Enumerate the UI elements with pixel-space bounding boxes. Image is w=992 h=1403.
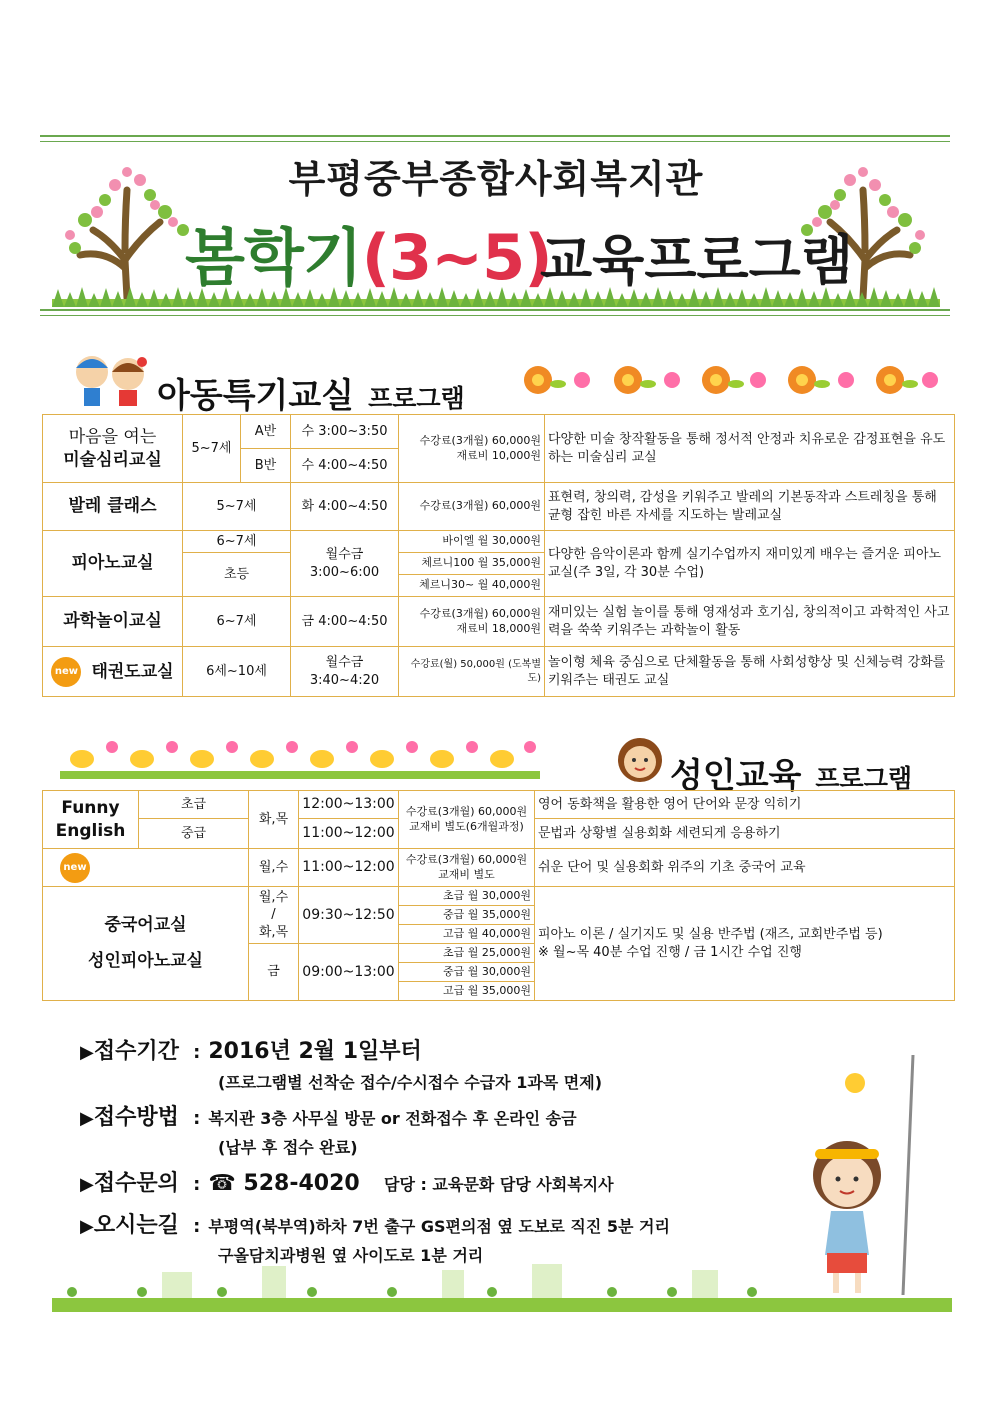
- info-method-key: 접수방법: [93, 1105, 179, 1130]
- adult-piano-fee-a-3: 고급 월 40,000원: [399, 925, 535, 944]
- taekwondo-time-line1: 월수금: [325, 654, 364, 670]
- piano-fee-2: 체르니100 월 35,000원: [399, 553, 545, 575]
- info-period-value: 2016년 2월 1일부터: [208, 1039, 422, 1064]
- kids-illustration: [70, 350, 155, 410]
- info-contact-phone: ☎ 528-4020: [208, 1171, 360, 1196]
- ballet-class-name: 발레 클래스: [43, 483, 183, 531]
- pointer-triangle-icon: ▶: [80, 1216, 94, 1237]
- woman-avatar-illustration: [615, 735, 665, 785]
- science-description: 재미있는 실험 놀이를 통해 영재성과 호기심, 창의적이고 과학적인 사고력을 쑥쑥 키워주는 과학놀이 활동: [545, 597, 955, 647]
- art-fee: [399, 415, 545, 483]
- adult-section-title: 성인교육: [670, 756, 802, 796]
- adult-piano-time-b: 09:00~13:00: [299, 944, 399, 1001]
- pointer-triangle-icon: ▶: [80, 1108, 94, 1129]
- chinese-new-days: 월,수: [249, 849, 299, 887]
- piano-fee-3: 체르니30~ 월 40,000원: [399, 575, 545, 597]
- art-name-line2: 미술심리교실: [63, 449, 162, 470]
- info-method-note: (납부 후 접수 완료): [218, 1138, 358, 1157]
- adult-piano-description: [535, 887, 955, 1001]
- ballet-age: 5~7세: [183, 483, 291, 531]
- art-description: 다양한 미술 창작활동을 통해 정서적 안정과 치유로운 감정표현을 유도하는 미술심리 교실: [545, 415, 955, 483]
- taekwondo-name-label: 태권도교실: [91, 661, 174, 682]
- english-description-2: 문법과 상황별 실용회화 세련되게 응용하기: [535, 819, 955, 849]
- new-badge-icon: new: [60, 853, 90, 883]
- adult-piano-fee-b-2: 중급 월 30,000원: [399, 963, 535, 982]
- taekwondo-class-name: [43, 647, 183, 697]
- english-name-line1: Funny: [61, 797, 120, 818]
- art-class-name: [43, 415, 183, 483]
- english-description-1: 영어 동화책을 활용한 영어 단어와 문장 익히기: [535, 791, 955, 819]
- chinese-new-time: 11:00~12:00: [299, 849, 399, 887]
- info-period-key: 접수기간: [93, 1039, 179, 1064]
- science-time: 금 4:00~4:50: [291, 597, 399, 647]
- season-range: (3~5): [361, 221, 552, 294]
- info-contact-key: 접수문의: [93, 1171, 179, 1196]
- art-age: 5~7세: [183, 415, 241, 483]
- adult-piano-days-a-line3: 화,목: [258, 924, 289, 940]
- info-route-note: 구올담치과병원 옆 사이도로 1분 거리: [218, 1246, 484, 1265]
- art-time-b: 수 4:00~4:50: [291, 449, 399, 483]
- kids-section-heading: [157, 368, 465, 417]
- art-time-a: 수 3:00~3:50: [291, 415, 399, 449]
- header-rule-bottom-thin: [40, 315, 950, 316]
- piano-age-1: 6~7세: [183, 531, 291, 553]
- adult-piano-name-line1: 중국어교실: [104, 914, 187, 935]
- piano-description: 다양한 음악이론과 함께 실기수업까지 재미있게 배우는 즐거운 피아노 교실(주 3일, 각 30분 수업): [545, 531, 955, 597]
- science-age: 6~7세: [183, 597, 291, 647]
- english-fee-line2: 교재비 별도(6개월과정): [409, 819, 524, 833]
- ballet-description: 표현력, 창의력, 감성을 키워주고 발레의 기본동작과 스트레칭을 통해 균형 잡힌 바른 자세를 지도하는 발레교실: [545, 483, 955, 531]
- bird-flower-decoration: [60, 735, 540, 781]
- english-name-line2: English: [55, 820, 126, 841]
- adult-piano-fee-a-1: 초급 월 30,000원: [399, 887, 535, 906]
- english-fee-line1: 수강료(3개월) 60,000원: [405, 804, 528, 818]
- art-fee-line1: 수강료(3개월) 60,000원: [419, 433, 541, 447]
- adult-piano-days-b: 금: [249, 944, 299, 1001]
- adult-piano-fee-b-1: 초급 월 25,000원: [399, 944, 535, 963]
- piano-time: [291, 531, 399, 597]
- adult-section-subtitle: 프로그램: [815, 764, 912, 793]
- pointer-triangle-icon: ▶: [80, 1174, 94, 1195]
- taekwondo-age: 6세~10세: [183, 647, 291, 697]
- science-class-name: 과학놀이교실: [43, 597, 183, 647]
- english-level-2: 중급: [139, 819, 249, 849]
- piano-time-line1: 월수금: [325, 546, 364, 562]
- info-method: ▶접수방법 : 복지관 3층 사무실 방문 or 전화접수 후 온라인 송금: [80, 1105, 577, 1130]
- season-label: 봄학기: [185, 221, 362, 294]
- grass-strip: [52, 287, 940, 307]
- chinese-new-fee: [399, 849, 535, 887]
- adult-piano-description-line2: ※ 월~목 40분 수업 진행 / 금 1시간 수업 진행: [538, 944, 802, 960]
- org-title: 부평중부종합사회복지관: [288, 157, 704, 201]
- piano-time-line2: 3:00~6:00: [309, 564, 380, 580]
- ballet-fee: 수강료(3개월) 60,000원: [399, 483, 545, 531]
- kids-section-title: 아동특기교실: [157, 376, 355, 416]
- info-method-value: 복지관 3층 사무실 방문 or 전화접수 후 온라인 송금: [208, 1109, 577, 1128]
- new-badge-icon: new: [51, 657, 81, 687]
- flower-row-decoration: [510, 362, 945, 398]
- info-contact: ▶접수문의 : ☎ 528-4020 담당 : 교육문화 담당 사회복지사: [80, 1171, 614, 1196]
- art-name-line1: 마음을 여는: [68, 426, 157, 447]
- piano-class-name: 피아노교실: [43, 531, 183, 597]
- science-fee-line1: 수강료(3개월) 60,000원: [419, 606, 541, 620]
- ballet-time: 화 4:00~4:50: [291, 483, 399, 531]
- kids-section-subtitle: 프로그램: [368, 384, 465, 413]
- header-rule-top: [40, 135, 950, 137]
- adult-program-table: [42, 790, 955, 1001]
- art-class-b: B반: [241, 449, 291, 483]
- adult-piano-days-a-line1: 월,수: [258, 889, 289, 905]
- header-rule-top-thin: [40, 141, 950, 142]
- english-time-1: 12:00~13:00: [299, 791, 399, 819]
- adult-piano-fee-b-3: 고급 월 35,000원: [399, 982, 535, 1001]
- taekwondo-time-line2: 3:40~4:20: [309, 672, 380, 688]
- science-fee-line2: 재료비 18,000원: [456, 621, 541, 635]
- info-route-key: 오시는길: [93, 1213, 179, 1238]
- info-route-value: 부평역(북부역)하차 7번 출구 GS편의점 옆 도보로 직진 5분 거리: [208, 1217, 670, 1236]
- piano-fee-1: 바이엘 월 30,000원: [399, 531, 545, 553]
- english-days: 화,목: [249, 791, 299, 849]
- art-class-a: A반: [241, 415, 291, 449]
- town-grass-strip: [52, 1262, 952, 1312]
- art-fee-line2: 재료비 10,000원: [456, 448, 541, 462]
- info-period-note: (프로그램별 선착순 접수/수시접수 수급자 1과목 면제): [218, 1073, 603, 1092]
- adult-piano-days-a-line2: /: [271, 907, 276, 923]
- english-time-2: 11:00~12:00: [299, 819, 399, 849]
- chinese-new-description: 쉬운 단어 및 실용회화 위주의 기초 중국어 교육: [535, 849, 955, 887]
- english-class-name: [43, 791, 139, 849]
- chinese-new-fee-line1: 수강료(3개월) 60,000원: [405, 852, 528, 866]
- season-title: [185, 208, 552, 297]
- adult-piano-description-line1: 피아노 이론 / 실기지도 및 실용 반주법 (재즈, 교회반주법 등): [538, 926, 883, 942]
- adult-piano-name-line2: 성인피아노교실: [88, 950, 203, 971]
- adult-piano-time-a: 09:30~12:50: [299, 887, 399, 944]
- taekwondo-time: [291, 647, 399, 697]
- chinese-new-fee-line2: 교재비 별도: [438, 867, 495, 881]
- info-period: ▶접수기간 : 2016년 2월 1일부터: [80, 1039, 422, 1064]
- piano-age-2: 초등: [183, 553, 291, 597]
- taekwondo-fee: 수강료(월) 50,000원 (도복별도): [399, 647, 545, 697]
- kids-program-table: [42, 414, 955, 697]
- english-fee: [399, 791, 535, 849]
- science-fee: [399, 597, 545, 647]
- adult-piano-days-a: [249, 887, 299, 944]
- adult-piano-fee-a-2: 중급 월 35,000원: [399, 906, 535, 925]
- program-title: 교육프로그램: [540, 229, 853, 292]
- adult-piano-class-name: [43, 887, 249, 1001]
- chinese-new-class-name: [43, 849, 249, 887]
- english-level-1: 초급: [139, 791, 249, 819]
- taekwondo-description: 놀이형 체육 중심으로 단체활동을 통해 사회성향상 및 신체능력 강화를 키워주는 태권도 교실: [545, 647, 955, 697]
- info-contact-person: 담당 : 교육문화 담당 사회복지사: [383, 1175, 614, 1194]
- pointer-triangle-icon: ▶: [80, 1042, 94, 1063]
- header-rule-bottom: [40, 309, 950, 311]
- info-route: ▶오시는길 : 부평역(북부역)하차 7번 출구 GS편의점 옆 도보로 직진 5분 거리: [80, 1213, 670, 1238]
